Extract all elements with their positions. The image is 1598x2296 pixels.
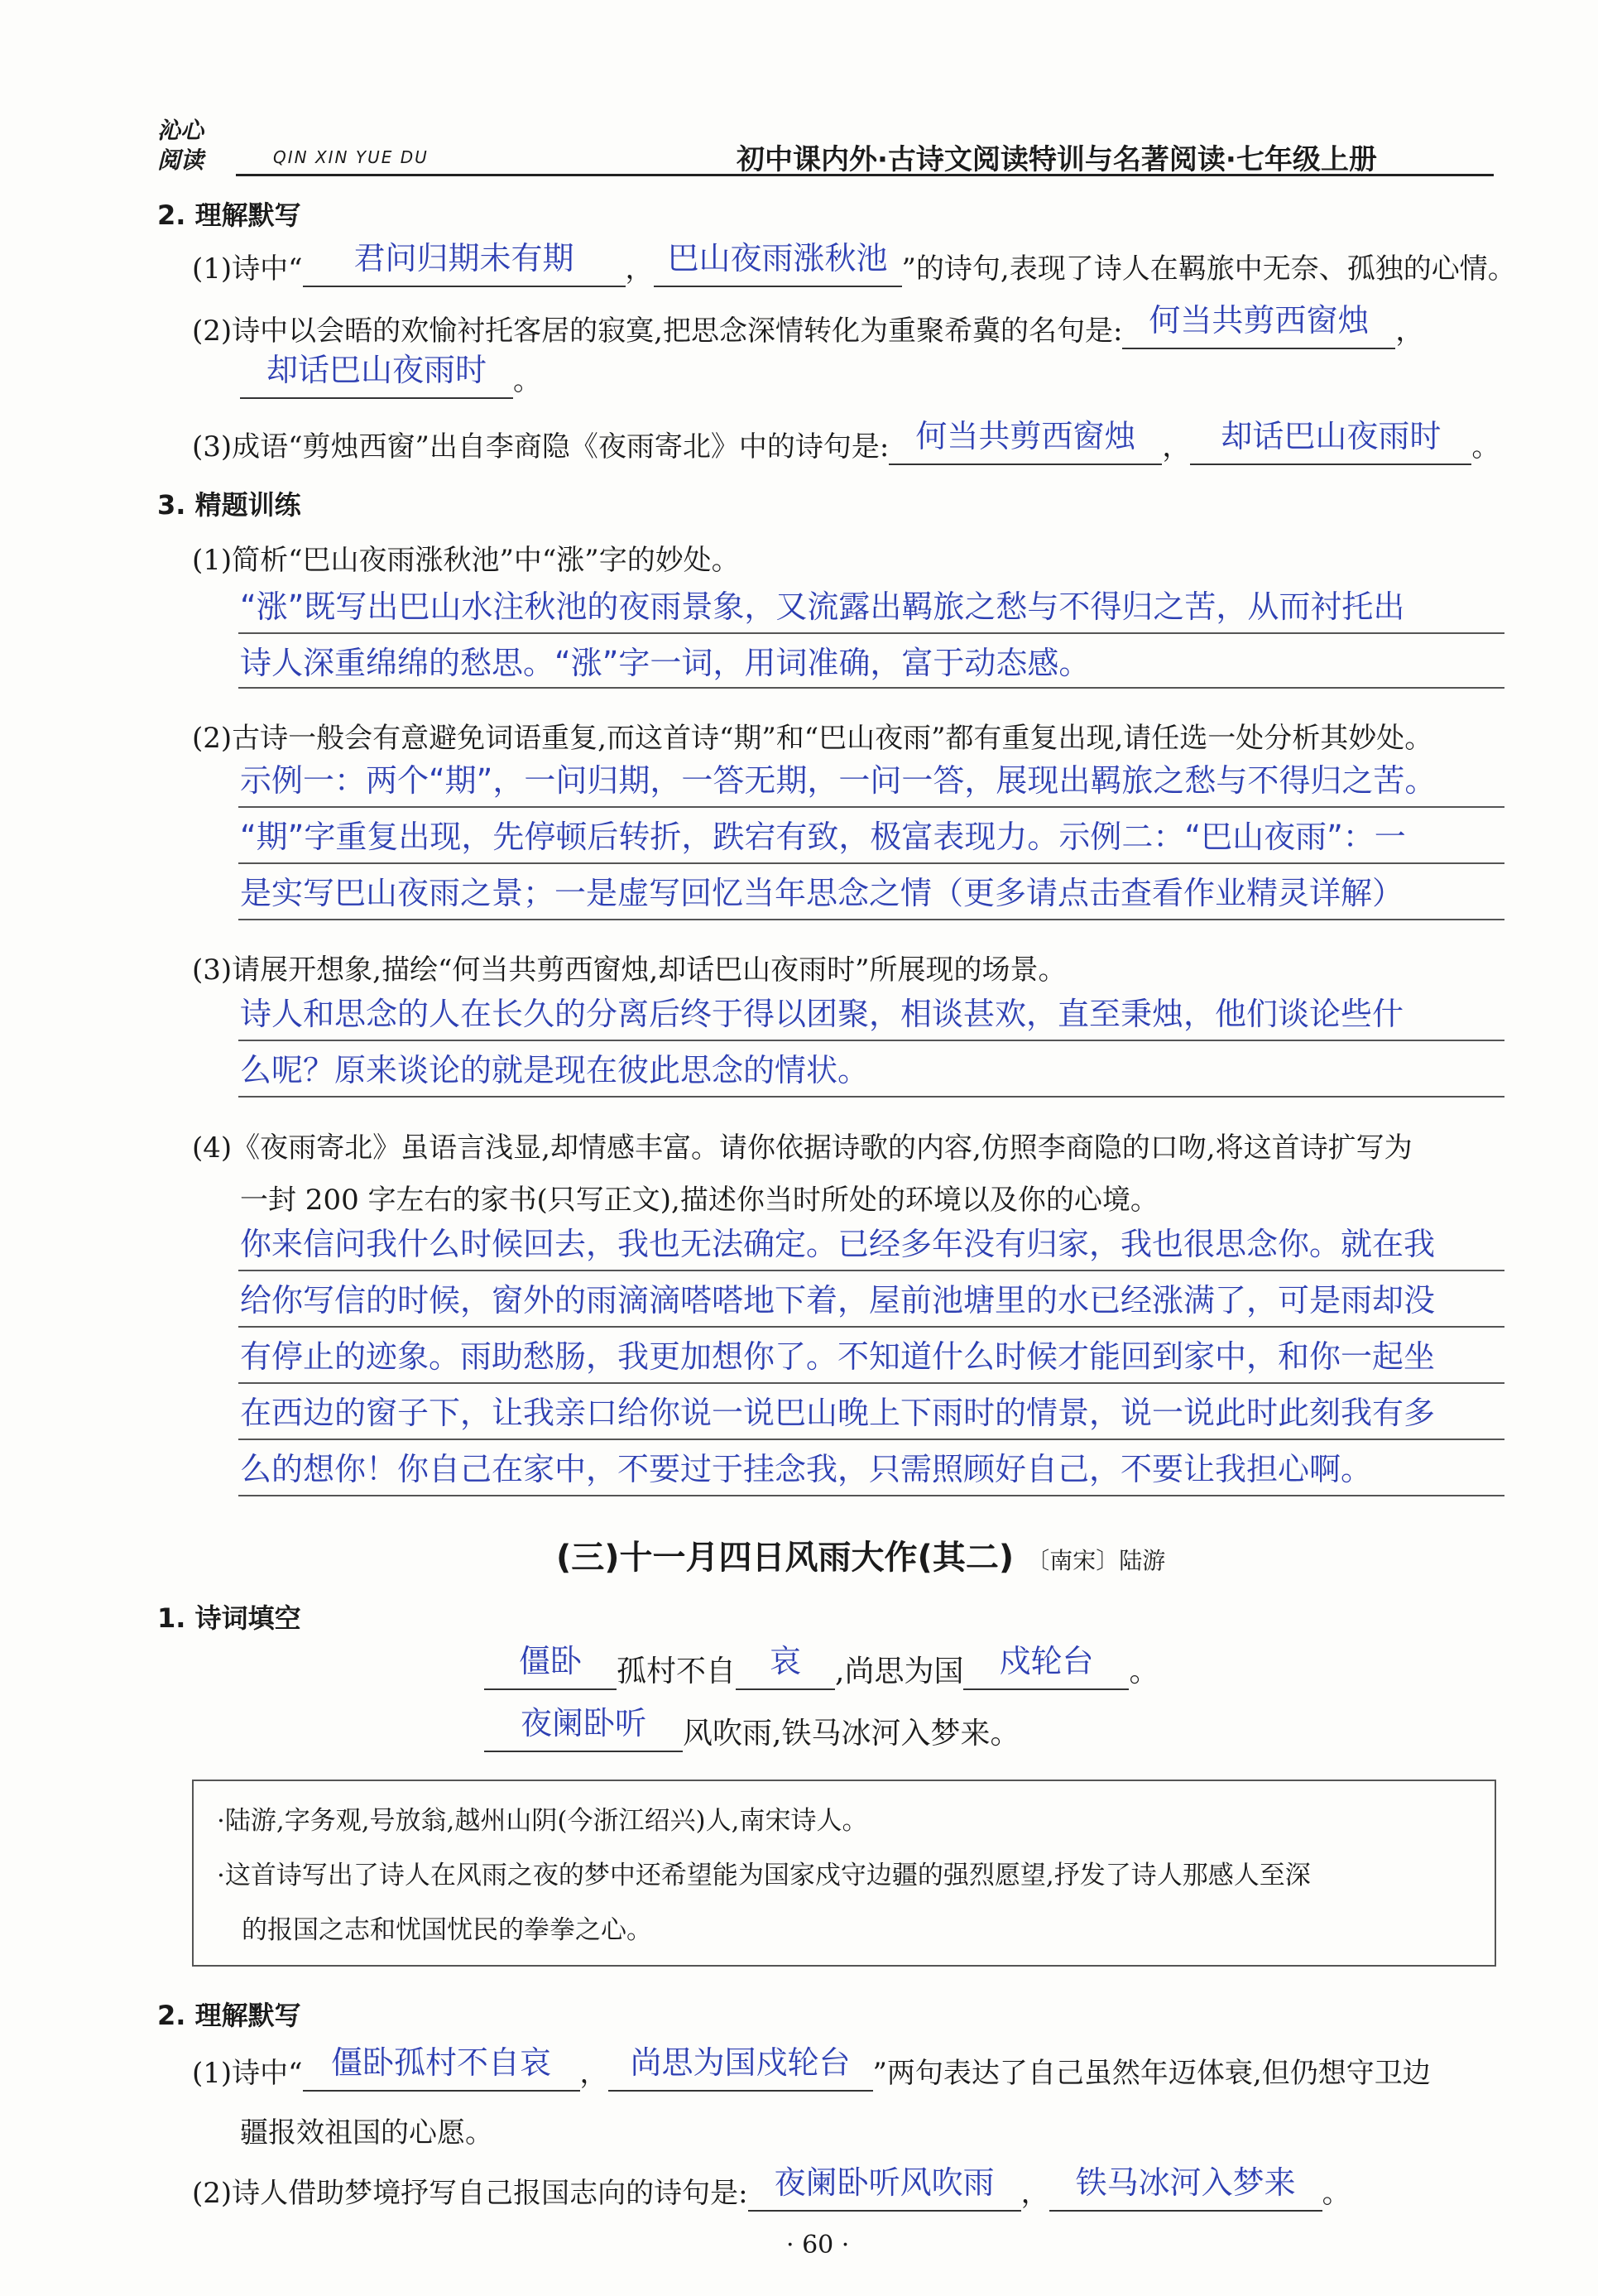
note-text: ·这首诗写出了诗人在风雨之夜的梦中还希望能为国家戍守边疆的强烈愿望,抒发了诗人那感人至深 <box>217 1861 1311 1890</box>
question <box>192 418 1500 465</box>
poem-author: 〔南宋〕陆游 <box>1026 1547 1166 1574</box>
poem-fill-line <box>484 1643 1159 1690</box>
note-text: ·陆游,字务观,号放翁,越州山阴(今浙江绍兴)人,南宋诗人。 <box>217 1806 868 1836</box>
answer-blank <box>303 2044 580 2092</box>
note-text: 的报国之志和忧国忧民的拳拳之心。 <box>242 1915 652 1945</box>
header-title: 初中课内外·古诗文阅读特训与名著阅读·七年级上册 <box>737 143 1377 176</box>
ruled-line <box>238 1382 1504 1384</box>
handwritten-answer: 僵卧孤村不自哀 <box>331 2044 552 2081</box>
answer-line: 你来信问我什么时候回去，我也无法确定。已经多年没有归家，我也很思念你。就在我 <box>240 1226 1436 1262</box>
handwritten-answer: 何当共剪西窗烛 <box>915 418 1136 454</box>
poem-title: (三)十一月四日风雨大作(其二) <box>556 1539 1015 1577</box>
header-logo <box>157 116 281 182</box>
answer-line: 么的想你！你自己在家中，不要过于挂念我，只需照顾好自己，不要让我担心啊。 <box>240 1451 1373 1487</box>
handwritten-answer: 君问归期未有期 <box>353 240 574 276</box>
answer-line: “期”字重复出现，先停顿后转折，跌宕有致，极富表现力。示例二：“巴山夜雨”：一 <box>240 819 1406 855</box>
answer-blank <box>1190 418 1471 465</box>
answer-line: 有停止的迹象。雨助愁肠，我更加想你了。不知道什么时候才能回到家中，和你一起坐 <box>240 1338 1436 1375</box>
answer-line: 诗人深重绵绵的愁思。“涨”字一词，用词准确，富于动态感。 <box>240 645 1091 681</box>
question-text: (1)诗中“ <box>192 2057 303 2090</box>
page-number: · 60 · <box>786 2231 850 2260</box>
answer-blank <box>889 418 1162 465</box>
answer-line: 在西边的窗子下，让我亲口给你说一说巴山晚上下雨时的情景，说一说此时此刻我有多 <box>240 1395 1436 1431</box>
ruled-line <box>238 862 1504 864</box>
poem-text: 。 <box>1129 1655 1159 1688</box>
ruled-line <box>238 1439 1504 1440</box>
handwritten-answer: 戍轮台 <box>999 1643 1094 1679</box>
notes-box <box>192 1780 1496 1967</box>
question-text: (3)成语“剪烛西窗”出自李商隐《夜雨寄北》中的诗句是: <box>192 430 890 464</box>
question-prompt: (3)请展开想象,描绘“何当共剪西窗烛,却话巴山夜雨时”所展现的场景。 <box>192 953 1067 987</box>
answer-blank <box>963 1643 1129 1690</box>
question <box>192 240 1516 287</box>
question-text: (2)诗人借助梦境抒写自己报国志向的诗句是: <box>192 2177 748 2210</box>
answer-blank <box>484 1643 617 1690</box>
answer-blank <box>608 2044 873 2092</box>
question <box>192 2164 1351 2212</box>
question-text: 。 <box>513 364 541 397</box>
question-text: ， <box>1162 430 1191 464</box>
section-title: 1. 诗词填空 <box>157 1602 301 1634</box>
answer-line: 是实写巴山夜雨之景；一是虚写回忆当年思念之情（更多请点击查看作业精灵详解） <box>240 875 1404 911</box>
question-text: ， <box>579 2057 608 2090</box>
question-text: 。 <box>1471 430 1500 464</box>
question-prompt: 一封 200 字左右的家书(只写正文),描述你当时所处的环境以及你的心境。 <box>240 1184 1159 1217</box>
question-prompt: (1)简析“巴山夜雨涨秋池”中“涨”字的妙处。 <box>192 544 740 577</box>
answer-blank <box>240 352 513 399</box>
answer-blank <box>484 1705 683 1752</box>
question-text: ， <box>1395 315 1424 348</box>
ruled-line <box>238 1040 1504 1041</box>
handwritten-answer: 哀 <box>770 1643 802 1679</box>
handwritten-answer: 却话巴山夜雨时 <box>1221 418 1442 454</box>
question <box>192 2044 1431 2092</box>
poem-text: 风吹雨,铁马冰河入梦来。 <box>683 1717 1020 1751</box>
question-text: ， <box>625 252 654 286</box>
question-text: ， <box>1020 2177 1049 2210</box>
question-text: 。 <box>1322 2177 1351 2210</box>
ruled-line <box>238 1270 1504 1271</box>
handwritten-answer: 尚思为国戍轮台 <box>630 2044 851 2081</box>
ruled-line <box>238 632 1504 634</box>
answer-blank <box>736 1643 835 1690</box>
header-rule <box>236 174 1494 176</box>
ruled-line <box>238 687 1504 689</box>
question-prompt: (4)《夜雨寄北》虽语言浅显,却情感丰富。请你依据诗歌的内容,仿照李商隐的口吻,将这首诗扩写为 <box>192 1131 1413 1165</box>
section-title: 2. 理解默写 <box>157 199 301 231</box>
handwritten-answer: 巴山夜雨涨秋池 <box>667 240 888 276</box>
handwritten-answer: 僵卧 <box>518 1643 582 1679</box>
poem-text: ,尚思为国 <box>835 1655 964 1688</box>
answer-blank <box>1049 2164 1322 2212</box>
question-continued <box>240 352 541 399</box>
ruled-line <box>238 919 1504 920</box>
ruled-line <box>238 806 1504 808</box>
answer-blank <box>654 240 902 287</box>
handwritten-answer: 何当共剪西窗烛 <box>1149 302 1370 339</box>
question-text: ”的诗句,表现了诗人在羁旅中无奈、孤独的心情。 <box>901 252 1516 286</box>
handwritten-answer: 夜阑卧听 <box>520 1705 646 1741</box>
handwritten-answer: 铁马冰河入梦来 <box>1075 2164 1296 2201</box>
answer-blank <box>748 2164 1021 2212</box>
section-title: 2. 理解默写 <box>157 2000 301 2031</box>
poem-heading <box>556 1531 1165 1578</box>
ruled-line <box>238 1096 1504 1098</box>
answer-line: 示例一：两个“期”，一问归期，一答无期，一问一答，展现出羁旅之愁与不得归之苦。 <box>240 762 1437 799</box>
section-title: 3. 精题训练 <box>157 489 301 521</box>
answer-line: 给你写信的时候，窗外的雨滴滴嗒嗒地下着，屋前池塘里的水已经涨满了，可是雨却没 <box>240 1282 1436 1319</box>
question-prompt: (2)古诗一般会有意避免词语重复,而这首诗“期”和“巴山夜雨”都有重复出现,请任选一处分析其妙处。 <box>192 722 1433 755</box>
answer-line: “涨”既写出巴山水注秋池的夜雨景象，又流露出羁旅之愁与不得归之苦，从而衬托出 <box>240 588 1405 625</box>
ruled-line <box>238 1495 1504 1496</box>
question-continued: 疆报效祖国的心愿。 <box>240 2116 493 2149</box>
question-text: (1)诗中“ <box>192 252 303 286</box>
answer-blank <box>303 240 626 287</box>
handwritten-answer: 夜阑卧听风吹雨 <box>774 2164 995 2201</box>
answer-line: 诗人和思念的人在长久的分离后终于得以团聚，相谈甚欢，直至秉烛，他们谈论些什 <box>240 996 1404 1032</box>
answer-blank <box>1122 302 1395 349</box>
answer-line: 么呢？原来谈论的就是现在彼此思念的情状。 <box>240 1052 870 1088</box>
logo-pinyin: QIN XIN YUE DU <box>273 147 429 167</box>
ruled-line <box>238 1326 1504 1328</box>
question-text: ”两句表达了自己虽然年迈体衰,但仍想守卫边 <box>872 2057 1431 2090</box>
logo-text: 沁心阅读 <box>157 117 204 174</box>
poem-fill-line <box>484 1705 1020 1752</box>
handwritten-answer: 却话巴山夜雨时 <box>266 352 487 388</box>
question-text: (2)诗中以会晤的欢愉衬托客居的寂寞,把思念深情转化为重聚希冀的名句是: <box>192 315 1123 348</box>
poem-text: 孤村不自 <box>617 1655 737 1688</box>
question <box>192 302 1424 349</box>
